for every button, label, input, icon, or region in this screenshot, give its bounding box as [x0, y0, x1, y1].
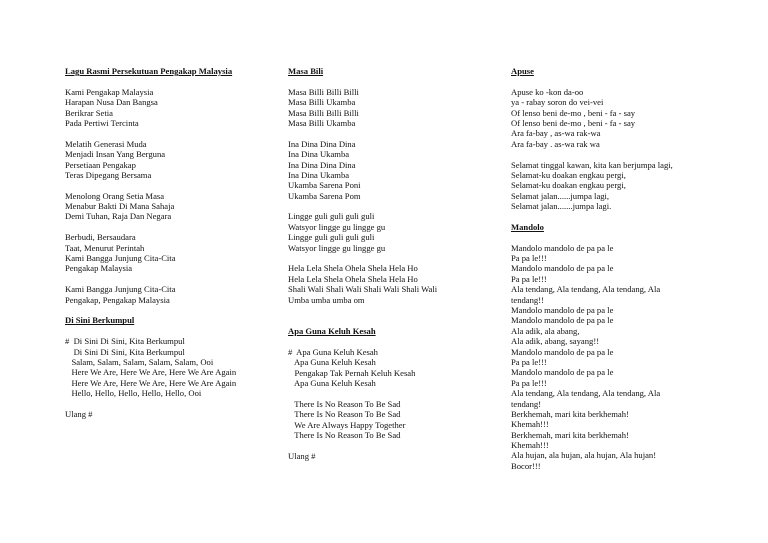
- lyric-line: Of lenso beni de-mo , beni - fa - say: [511, 117, 636, 128]
- lyric-line: Mandolo mandolo de pa pa le: [511, 263, 614, 274]
- lyric-line: Of lenso beni de-mo , beni - fa - say: [511, 107, 636, 118]
- lyric-line: Masa Billi Ukamba: [288, 97, 356, 108]
- lyric-line: [511, 149, 736, 159]
- lyric-line: Here We Are, Here We Are, Here We Are Again: [65, 377, 237, 388]
- lyric-line: Umba umba umba om: [288, 294, 365, 305]
- lyric-line: Mandolo mandolo de pa pa le: [511, 304, 614, 315]
- lyric-line: Ara fa-bay , as-wa rak-wa: [511, 128, 601, 139]
- lyric-line: Mandolo mandolo de pa pa le: [511, 346, 614, 357]
- lyric-line: Kami Bangga Junjung Cita-Cita: [65, 284, 176, 295]
- lyric-line: Ala hujan, ala hujan, ala hujan, Ala hujan!: [511, 450, 657, 461]
- lyric-line: [288, 388, 513, 398]
- lyric-line: Hello, Hello, Hello, Hello, Hello, Ooi: [65, 388, 202, 399]
- lyric-line: Selamat tinggal kawan, kita kan berjumpa lagi,: [511, 159, 673, 170]
- lyric-line: Persetiaan Pengakap: [65, 159, 136, 170]
- song-title-apuse: Apuse: [511, 66, 534, 76]
- lyric-line: Demi Tuhan, Raja Dan Negara: [65, 211, 172, 222]
- lyric-line: Kami Pengakap Malaysia: [65, 86, 154, 97]
- lyric-line: Ina Dina Ukamba: [288, 149, 350, 160]
- lyric-line: [65, 222, 290, 232]
- lyric-line: Di Sini Di Sini, Kita Berkumpul: [65, 346, 185, 357]
- lyric-line: Ala tendang, Ala tendang, Ala tendang, Ala: [511, 388, 661, 399]
- lyric-line: [65, 274, 290, 284]
- lyric-line: Pengakap, Pengakap Malaysia: [65, 294, 170, 305]
- lyric-line: Watsyor lingge gu lingge gu: [288, 221, 386, 232]
- lyric-line: Watsyor lingge gu lingge gu: [288, 242, 386, 253]
- lyric-line: Ala tendang, Ala tendang, Ala tendang, Ala: [511, 284, 661, 295]
- lyric-line: Ukamba Sarena Pom: [288, 190, 361, 201]
- lyric-line: Menjadi Insan Yang Berguna: [65, 149, 166, 160]
- lyric-line: Pengakap Tak Pernah Keluh Kesah: [288, 367, 416, 378]
- lyric-line: Pa pa le!!!: [511, 253, 547, 264]
- lyric-line: [65, 180, 290, 190]
- lyric-line: Mandolo mandolo de pa pa le: [511, 315, 614, 326]
- song-lyrics-apa-guna-keluh-kesah: [288, 347, 513, 461]
- lyric-line: Harapan Nusa Dan Bangsa: [65, 97, 158, 108]
- lyric-line: Shali Wali Shali Wali Shali Wali Shali Wali: [288, 284, 438, 295]
- lyric-line: Mandolo mandolo de pa pa le: [511, 367, 614, 378]
- lyric-line: # Di Sini Di Sini, Kita Berkumpul: [65, 336, 185, 347]
- lyric-line: Melatih Generasi Muda: [65, 138, 147, 149]
- lyric-line: Pada Pertiwi Tercinta: [65, 117, 139, 128]
- lyric-line: Selamat jalan......jumpa lagi,: [511, 190, 610, 201]
- lyric-line: Lingge guli guli guli guli: [288, 232, 375, 243]
- song-lyrics-di-sini-berkumpul: [65, 336, 290, 419]
- lyric-line: Taat, Menurut Perintah: [65, 242, 145, 253]
- lyric-line: Ulang #: [65, 408, 93, 419]
- lyric-line: [65, 399, 290, 409]
- lyric-line: Berkhemah, mari kita berkhemah!: [511, 408, 629, 419]
- lyric-line: Apuse ko -kon da-oo: [511, 86, 584, 97]
- lyric-line: Hela Lela Shela Ohela Shela Hela Ho: [288, 263, 418, 274]
- lyric-line: Hela Lela Shela Ohela Shela Hela Ho: [288, 273, 418, 284]
- song-title-apa-guna-keluh-kesah: Apa Guna Keluh Kesah: [288, 325, 376, 336]
- lyric-line: Menolong Orang Setia Masa: [65, 190, 165, 201]
- song-title-di-sini-berkumpul: Di Sini Berkumpul: [65, 315, 135, 326]
- lyric-line: Ulang #: [288, 450, 316, 461]
- lyric-line: Ina Dina Dina Dina: [288, 138, 356, 149]
- lyric-line: tendang!: [511, 398, 542, 409]
- lyric-line: We Are Always Happy Together: [288, 419, 406, 430]
- lyric-line: Ala adik, abang, sayang!!: [511, 336, 600, 347]
- lyric-line: Ukamba Sarena Poni: [288, 180, 361, 191]
- column-3: [511, 66, 736, 471]
- lyric-line: Menabur Bakti Di Mana Sahaja: [65, 201, 175, 212]
- lyric-line: Berbudi, Bersaudara: [65, 232, 136, 243]
- lyric-line: Apa Guna Keluh Kesah: [288, 357, 376, 368]
- song-lyrics-apuse: [511, 87, 736, 212]
- song-lyrics-mandolo: [511, 243, 736, 472]
- lyric-line: Mandolo mandolo de pa pa le: [511, 242, 614, 253]
- lyric-line: [65, 128, 290, 138]
- lyric-line: Khemah!!!: [511, 440, 549, 451]
- lyric-line: [288, 128, 513, 138]
- lyric-line: There Is No Reason To Be Sad: [288, 409, 401, 420]
- lyric-line: [288, 440, 513, 450]
- lyric-line: Ina Dina Dina Dina: [288, 159, 356, 170]
- lyric-line: ya - rabay soron do vei-vei: [511, 97, 604, 108]
- song-lyrics-lagu-rasmi: [65, 87, 290, 305]
- song-lyrics-masa-bili: [288, 87, 513, 305]
- lyric-line: Lingge guli guli guli guli: [288, 211, 375, 222]
- lyric-line: [288, 201, 513, 211]
- lyric-line: Selamat-ku doakan engkau pergi,: [511, 180, 626, 191]
- lyric-line: Ara fa-bay . as-wa rak wa: [511, 138, 600, 149]
- lyric-line: Selamat jalan.......jumpa lagi.: [511, 201, 612, 212]
- lyric-line: Berkhemah, mari kita berkhemah!: [511, 429, 629, 440]
- lyric-line: Khemah!!!: [511, 419, 549, 430]
- column-2: [288, 66, 513, 461]
- lyric-line: Ala adik, ala abang,: [511, 325, 580, 336]
- lyric-line: [288, 253, 513, 263]
- lyric-line: Bocor!!!: [511, 460, 541, 471]
- lyric-line: Apa Guna Keluh Kesah: [288, 377, 376, 388]
- lyric-line: Kami Bangga Junjung Cita-Cita: [65, 253, 176, 264]
- lyric-line: Masa Billi Ukamba: [288, 117, 356, 128]
- lyric-line: Masa Billi Billi Billi: [288, 107, 359, 118]
- lyric-line: Selamat-ku doakan engkau pergi,: [511, 169, 626, 180]
- lyric-line: Pa pa le!!!: [511, 377, 547, 388]
- lyric-line: Salam, Salam, Salam, Salam, Salam, Ooi: [65, 356, 214, 367]
- lyric-line: Pa pa le!!!: [511, 273, 547, 284]
- column-1: [65, 66, 290, 419]
- lyric-line: Masa Billi Billi Billi: [288, 86, 359, 97]
- song-title-mandolo: Mandolo: [511, 221, 544, 232]
- song-title-masa-bili: Masa Bili: [288, 66, 324, 76]
- lyric-line: Pa pa le!!!: [511, 356, 547, 367]
- lyric-line: # Apa Guna Keluh Kesah: [288, 346, 378, 357]
- lyric-line: Here We Are, Here We Are, Here We Are Again: [65, 367, 237, 378]
- lyric-line: Pengakap Malaysia: [65, 263, 133, 274]
- lyric-line: Ina Dina Ukamba: [288, 169, 350, 180]
- song-title-lagu-rasmi: Lagu Rasmi Persekutuan Pengakap Malaysia: [65, 66, 233, 76]
- lyric-line: Berikrar Setia: [65, 107, 113, 118]
- lyric-line: There Is No Reason To Be Sad: [288, 398, 401, 409]
- lyric-line: tendang!!: [511, 294, 544, 305]
- lyric-line: Teras Dipegang Bersama: [65, 169, 152, 180]
- lyric-line: There Is No Reason To Be Sad: [288, 429, 401, 440]
